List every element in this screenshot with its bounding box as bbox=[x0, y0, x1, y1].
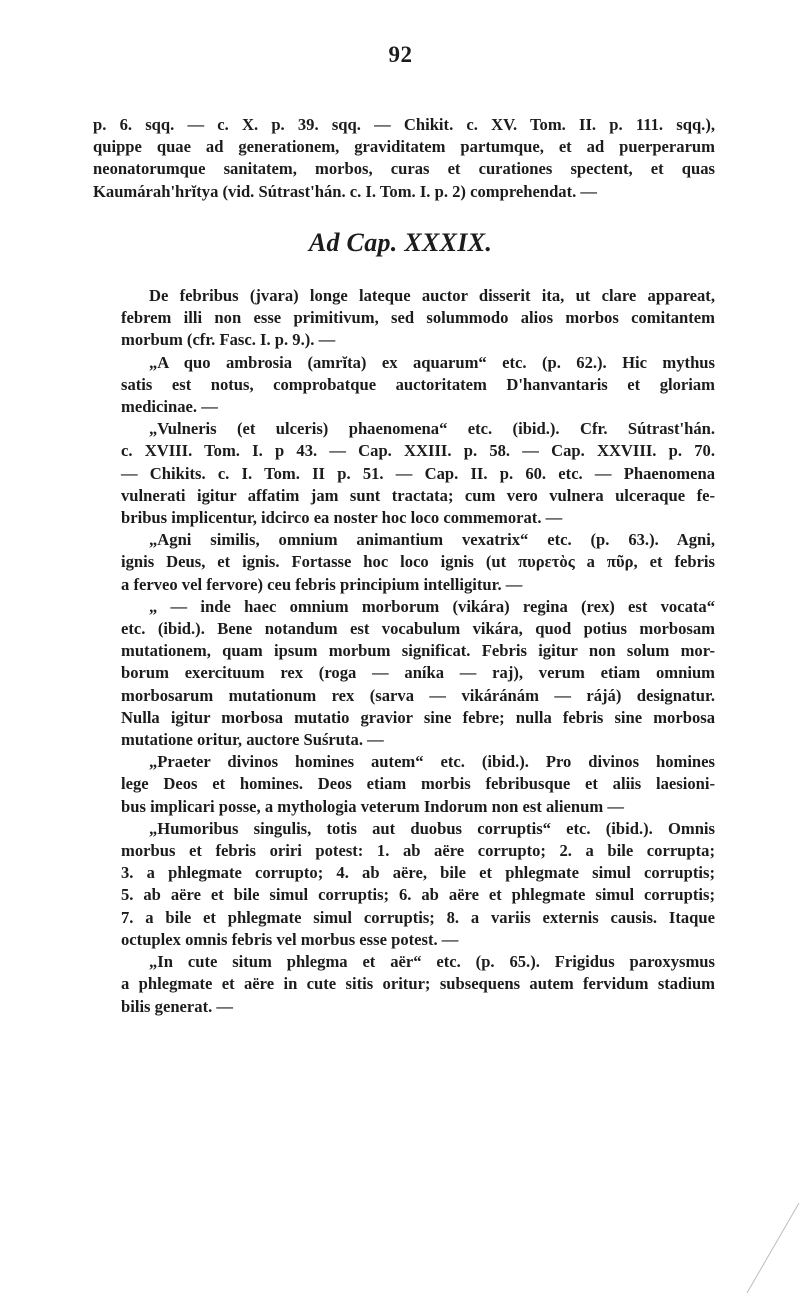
section-body bbox=[93, 285, 715, 1018]
text-line: a phlegmate et aëre in cute sitis oritur; subsequens autem fervidum stadium bbox=[121, 974, 715, 994]
text-line: „Humoribus singulis, totis aut duobus corruptis“ etc. (ibid.). Omnis bbox=[149, 818, 715, 838]
body-paragraph bbox=[93, 751, 715, 818]
body-paragraph bbox=[93, 596, 715, 751]
text-line: medicinae. — bbox=[121, 397, 218, 417]
text-line: „In cute situm phlegma et aër“ etc. (p. 65.). Frigidus paroxysmus bbox=[149, 952, 715, 972]
text-line: borum exercituum rex (roga — aníka — raj), verum etiam omnium bbox=[121, 663, 715, 683]
text-line: etc. (ibid.). Bene notandum est vocabulum vikára, quod potius morbosam bbox=[121, 619, 715, 639]
intro-line: Kaumárah'hrĭtya (vid. Sútrast'hán. c. I. Tom. I. p. 2) comprehendat. — bbox=[93, 181, 598, 201]
text-line: mutationem, quam ipsum morbum significat. Febris igitur non solum mor- bbox=[121, 641, 715, 661]
text-line: „Agni similis, omnium animantium vexatrix“ etc. (p. 63.). Agni, bbox=[149, 530, 715, 550]
body-paragraph bbox=[93, 418, 715, 529]
body-paragraph bbox=[93, 951, 715, 1018]
body-paragraph bbox=[93, 529, 715, 596]
text-line: „A quo ambrosia (amrĭta) ex aquarum“ etc. (p. 62.). Hic mythus bbox=[149, 352, 715, 372]
text-line: morbum (cfr. Fasc. I. p. 9.). — bbox=[121, 330, 336, 350]
page-number: 92 bbox=[388, 42, 413, 67]
stray-pen-mark bbox=[735, 1185, 801, 1295]
text-line: 5. ab aëre et bile simul corruptis; 6. ab aëre et phlegmate simul corruptis; bbox=[121, 885, 715, 905]
text-line: De febribus (jvara) longe lateque auctor disserit ita, ut clare appareat, bbox=[149, 286, 715, 305]
text-line: a ferveo vel fervore) ceu febris principium intelligitur. — bbox=[121, 574, 523, 594]
text-line: 7. a bile et phlegmate simul corruptis; 8. a variis externis causis. Itaque bbox=[121, 907, 715, 927]
text-line: „ — inde haec omnium morborum (vikára) regina (rex) est vocata“ bbox=[149, 596, 715, 616]
text-line: „Vulneris (et ulceris) phaenomena“ etc. (ibid.). Cfr. Sútrast'hán. bbox=[149, 419, 715, 439]
text-line: febrem illi non esse primitivum, sed solummodo alios morbos comitantem bbox=[121, 308, 715, 328]
text-line: bilis generat. — bbox=[121, 996, 233, 1016]
body-paragraph bbox=[93, 285, 715, 352]
text-line: vulnerati igitur affatim jam sunt tractata; cum vero vulnera ulceraque fe- bbox=[121, 485, 715, 505]
text-line: ignis Deus, et ignis. Fortasse hoc loco ignis (ut πυρετὸς a πῦρ, et febris bbox=[121, 552, 715, 572]
body-paragraph bbox=[93, 818, 715, 951]
text-line: bus implicari posse, a mythologia veterum Indorum non est alienum — bbox=[121, 796, 624, 816]
intro-line: quippe quae ad generationem, graviditatem partumque, et ad puerperarum bbox=[93, 137, 715, 157]
text-line: c. XVIII. Tom. I. p 43. — Cap. XXIII. p. 58. — Cap. XXVIII. p. 70. bbox=[121, 441, 715, 461]
text-line: mutatione oritur, auctore Suśruta. — bbox=[121, 730, 384, 750]
text-line: lege Deos et homines. Deos etiam morbis febribusque et aliis laesioni- bbox=[121, 774, 715, 794]
text-line: 3. a phlegmate corrupto; 4. ab aëre, bile et phlegmate simul corruptis; bbox=[121, 863, 715, 883]
section-heading: Ad Cap. XXXIX. bbox=[308, 228, 493, 257]
intro-paragraph bbox=[93, 114, 715, 203]
text-line: morbosarum mutationum rex (sarva — vikáránám — rájá) designatur. bbox=[121, 685, 715, 705]
intro-line: p. 6. sqq. — c. X. p. 39. sqq. — Chikit. c. XV. Tom. II. p. 111. sqq.), bbox=[93, 115, 715, 134]
text-line: „Praeter divinos homines autem“ etc. (ibid.). Pro divinos homines bbox=[149, 752, 715, 772]
text-line: octuplex omnis febris vel morbus esse potest. — bbox=[121, 929, 459, 949]
text-line: bribus implicentur, idcirco ea noster hoc loco commemorat. — bbox=[121, 508, 563, 528]
text-line: Nulla igitur morbosa mutatio gravior sine febre; nulla febris sine morbosa bbox=[121, 707, 715, 727]
intro-line: neonatorumque sanitatem, morbos, curas et curationes spectent, et quas bbox=[93, 159, 715, 179]
text-line: morbus et febris oriri potest: 1. ab aëre corrupto; 2. a bile corrupta; bbox=[121, 841, 715, 861]
text-line: — Chikits. c. I. Tom. II p. 51. — Cap. II. p. 60. etc. — Phaenomena bbox=[121, 463, 715, 483]
text-line: satis est notus, comprobatque auctoritatem D'hanvantaris et gloriam bbox=[121, 374, 715, 394]
body-paragraph bbox=[93, 352, 715, 419]
